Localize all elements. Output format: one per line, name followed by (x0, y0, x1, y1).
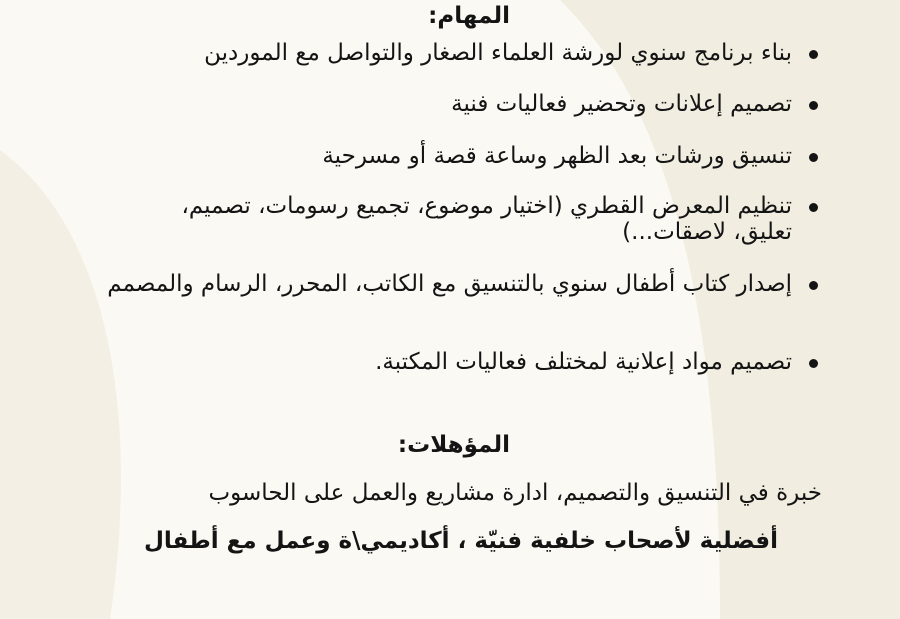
qualifications-heading: المؤهلات: (397, 432, 510, 458)
bullet-icon (809, 50, 818, 59)
task-item (78, 40, 818, 66)
bullet-icon (809, 101, 818, 110)
bullet-icon (809, 359, 818, 368)
tasks-heading: المهام: (428, 3, 510, 29)
task-item (178, 193, 818, 245)
task-item (78, 91, 818, 117)
task-item (78, 271, 818, 297)
qualification-item: خبرة في التنسيق والتصميم، ادارة مشاريع والعمل على الحاسوب (208, 480, 822, 506)
task-text: تنظيم المعرض القطري (اختيار موضوع، تجميع رسومات، تصميم، تعليق، لاصقات...) (181, 193, 792, 245)
bullet-icon (809, 281, 818, 290)
task-item (78, 349, 818, 375)
bullet-icon (809, 153, 818, 162)
task-item (78, 143, 818, 169)
task-text: تصميم مواد إعلانية لمختلف فعاليات المكتبة. (375, 349, 792, 375)
qualification-item: أفضلية لأصحاب خلفية فنيّة ، أكاديمي\ة وعمل مع أطفال (143, 528, 778, 554)
task-text: بناء برنامج سنوي لورشة العلماء الصغار والتواصل مع الموردين (204, 40, 792, 66)
task-text: إصدار كتاب أطفال سنوي بالتنسيق مع الكاتب، المحرر، الرسام والمصمم (107, 271, 792, 297)
task-text: تنسيق ورشات بعد الظهر وساعة قصة أو مسرحية (322, 143, 792, 169)
task-text: تصميم إعلانات وتحضير فعاليات فنية (451, 91, 792, 117)
bullet-icon (809, 203, 818, 212)
